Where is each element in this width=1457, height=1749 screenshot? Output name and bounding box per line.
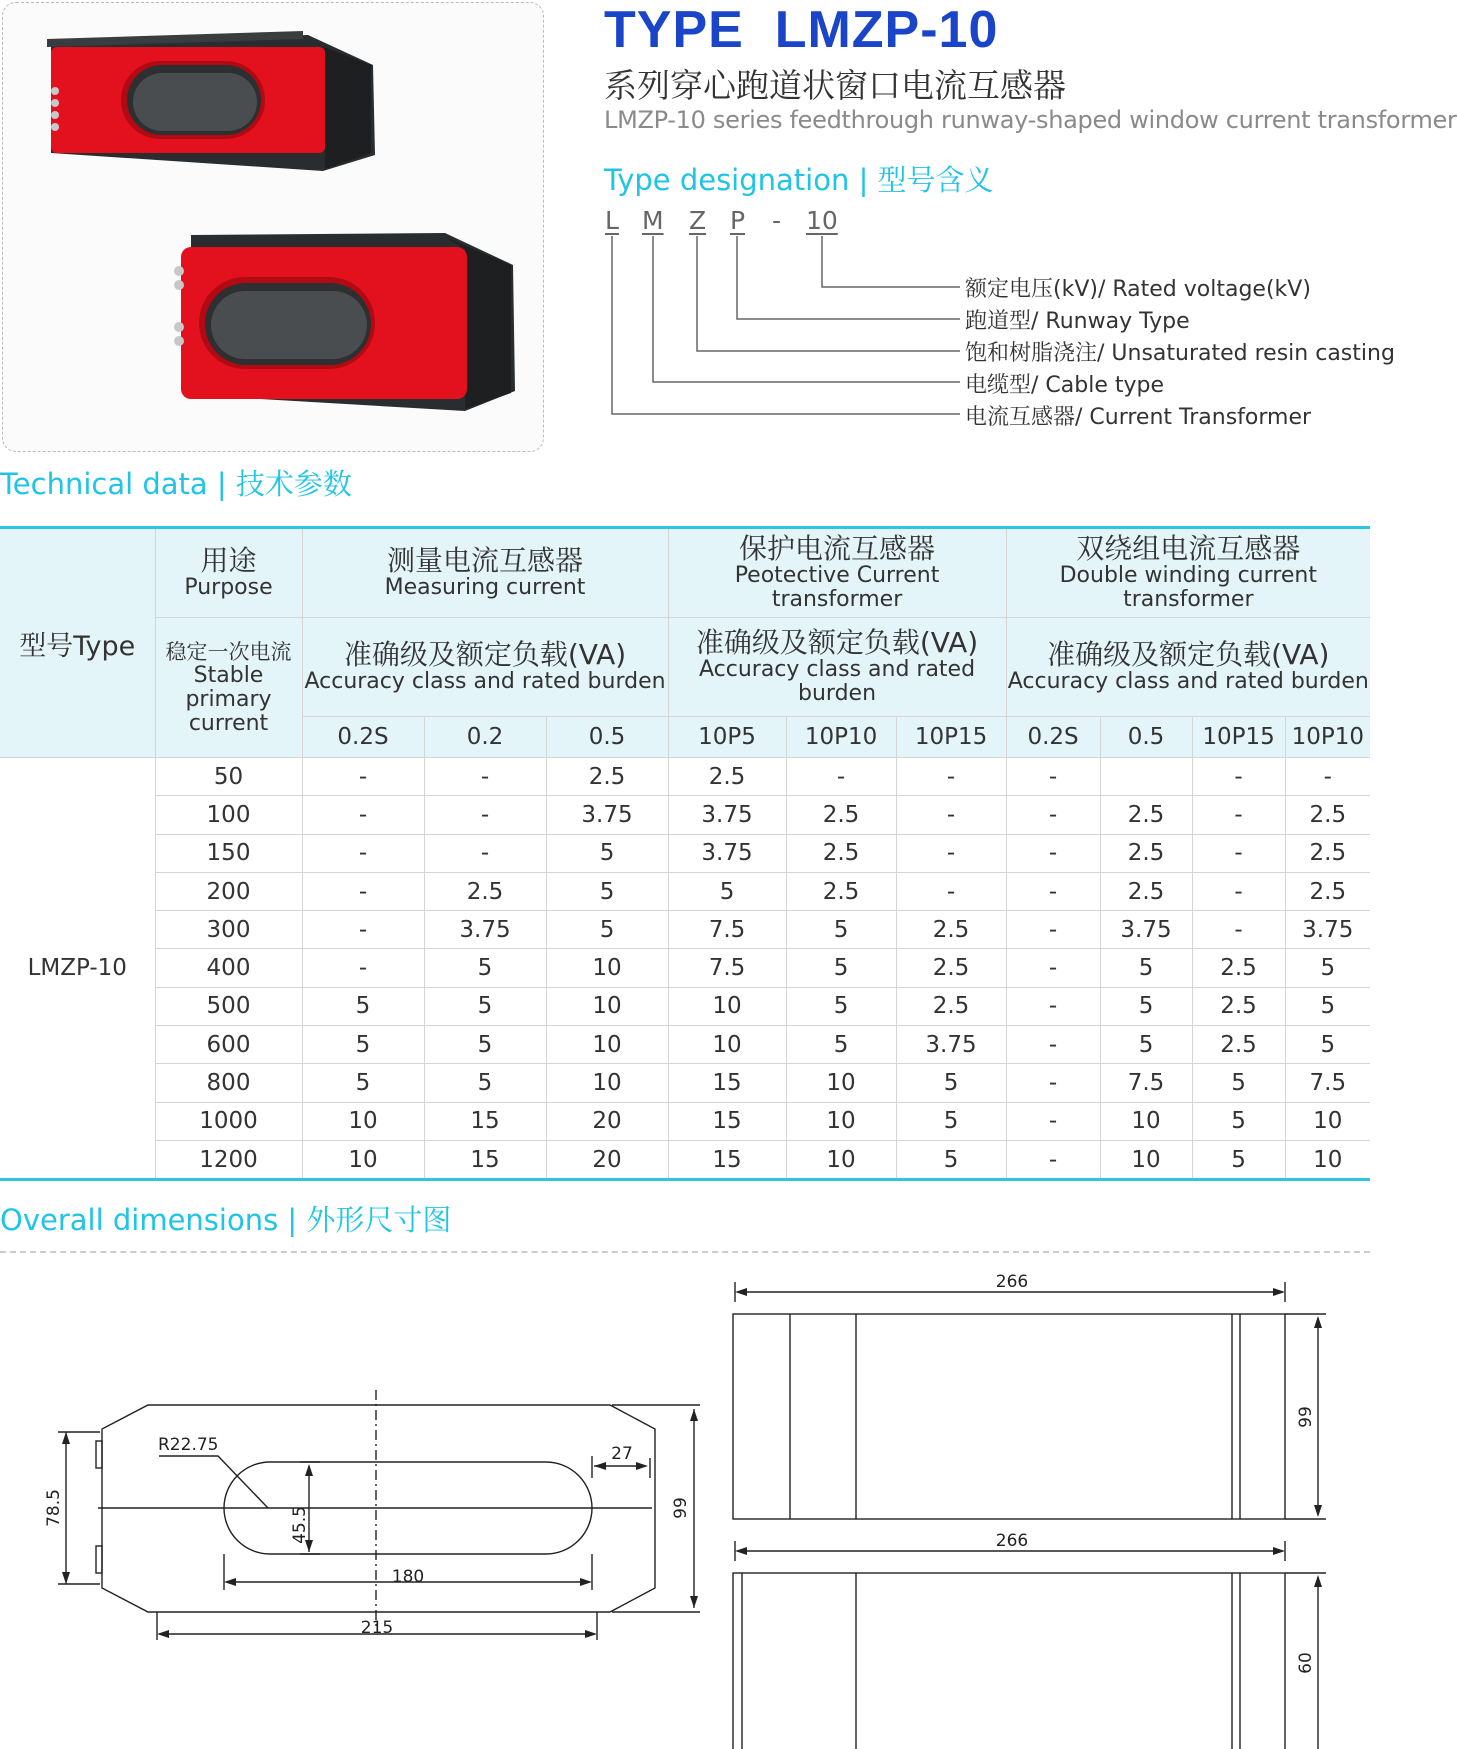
table-cell: -: [302, 834, 424, 872]
table-cell: 10: [302, 1102, 424, 1140]
table-cell: -: [1285, 758, 1370, 796]
protective-group-header: 保护电流互感器 Peotective Current transformer: [668, 528, 1006, 618]
top-view-arrows: [735, 1288, 1322, 1517]
product-type-title: TYPE LMZP-10: [604, 1, 999, 59]
side-view-arrows: [735, 1547, 1322, 1587]
purpose-header: 用途 Purpose: [155, 528, 302, 618]
table-cell: 10: [1100, 1102, 1192, 1140]
class-header: 0.2S: [302, 717, 424, 758]
table-cell: 2.5: [1192, 949, 1285, 987]
table-cell: -: [1006, 872, 1100, 910]
table-cell: 5: [546, 872, 668, 910]
table-cell: -: [1192, 834, 1285, 872]
table-cell: 2.5: [1285, 834, 1370, 872]
table-cell: 5: [1285, 987, 1370, 1025]
table-cell: 5: [1100, 949, 1192, 987]
table-cell: -: [302, 949, 424, 987]
table-cell: 5: [786, 949, 896, 987]
table-cell: 5: [1285, 1026, 1370, 1064]
designation-label-resin: 饱和树脂浇注/ Unsaturated resin casting: [965, 341, 1395, 366]
dim-radius: R22.75: [158, 1435, 219, 1455]
table-cell: -: [1192, 758, 1285, 796]
table-cell: 7.5: [1100, 1064, 1192, 1102]
current-cell: 1000: [155, 1102, 302, 1140]
table-cell: 2.5: [896, 911, 1006, 949]
class-header: 10P15: [896, 717, 1006, 758]
current-cell: 1200: [155, 1140, 302, 1179]
top-view-drawing: [733, 1282, 1326, 1519]
designation-letter-l: L: [605, 206, 619, 235]
product-title-en: LMZP-10 series feedthrough runway-shaped window current transformer: [604, 106, 1457, 134]
table-cell: 15: [668, 1064, 786, 1102]
table-cell: 2.5: [1192, 1026, 1285, 1064]
table-cell: 2.5: [786, 796, 896, 834]
table-cell: 7.5: [668, 911, 786, 949]
designation-label-ct: 电流互感器/ Current Transformer: [965, 405, 1312, 430]
current-cell: 800: [155, 1064, 302, 1102]
dim-top-length: 266: [995, 1272, 1029, 1292]
table-cell: 5: [668, 872, 786, 910]
dim-top-height: 99: [1296, 1406, 1316, 1428]
class-header: 0.5: [1100, 717, 1192, 758]
table-cell: -: [1192, 796, 1285, 834]
table-cell: 10: [786, 1102, 896, 1140]
table-cell: 5: [786, 1026, 896, 1064]
designation-letter-m: M: [642, 206, 664, 235]
table-cell: 2.5: [896, 949, 1006, 987]
dim-window-length: 180: [391, 1567, 425, 1587]
table-cell: 10: [546, 1064, 668, 1102]
table-cell: 3.75: [1285, 911, 1370, 949]
table-cell: 2.5: [1100, 834, 1192, 872]
table-cell: 10: [546, 1026, 668, 1064]
table-cell: 10: [546, 987, 668, 1025]
designation-label-voltage: 额定电压(kV)/ Rated voltage(kV): [965, 277, 1311, 302]
double-winding-group-header: 双绕组电流互感器 Double winding current transformer: [1006, 528, 1370, 618]
dim-side-height: 78.5: [44, 1489, 64, 1527]
table-cell: 10: [1285, 1140, 1370, 1179]
measuring-accuracy-header: 准确级及额定负载(VA) Accuracy class and rated burden: [302, 618, 668, 717]
table-cell: 2.5: [668, 758, 786, 796]
dim-side-view-height: 60: [1296, 1652, 1316, 1674]
table-cell: 10: [668, 1026, 786, 1064]
table-cell: 3.75: [896, 1026, 1006, 1064]
table-cell: 2.5: [1192, 987, 1285, 1025]
protective-accuracy-header: 准确级及额定负载(VA) Accuracy class and rated burden: [668, 618, 1006, 717]
table-cell: -: [1006, 796, 1100, 834]
table-cell: 5: [786, 911, 896, 949]
designation-letter-z: Z: [689, 206, 707, 235]
current-cell: 100: [155, 796, 302, 834]
table-cell: 3.75: [1100, 911, 1192, 949]
class-header: 10P10: [786, 717, 896, 758]
designation-number: 10: [806, 206, 838, 235]
table-cell: 5: [896, 1140, 1006, 1179]
current-cell: 500: [155, 987, 302, 1025]
table-cell: 15: [424, 1140, 546, 1179]
dim-offset: 27: [611, 1444, 633, 1464]
table-cell: -: [302, 796, 424, 834]
table-cell: -: [896, 872, 1006, 910]
dim-window-height: 45.5: [290, 1506, 310, 1544]
designation-label-runway: 跑道型/ Runway Type: [965, 309, 1190, 334]
dim-total-height: 99: [671, 1497, 691, 1519]
table-cell: 5: [546, 834, 668, 872]
table-cell: 15: [424, 1102, 546, 1140]
dim-total-length: 215: [360, 1618, 394, 1638]
table-cell: 7.5: [1285, 1064, 1370, 1102]
table-cell: -: [1006, 1102, 1100, 1140]
product-title-cn: 系列穿心跑道状窗口电流互感器: [604, 66, 1066, 105]
side-view-drawing: [733, 1541, 1326, 1749]
table-cell: 3.75: [424, 911, 546, 949]
table-cell: 5: [302, 1064, 424, 1102]
table-cell: 5: [1192, 1102, 1285, 1140]
table-cell: 5: [302, 987, 424, 1025]
table-cell: -: [1006, 758, 1100, 796]
class-header: 0.2: [424, 717, 546, 758]
table-cell: 7.5: [668, 949, 786, 987]
measuring-group-header: 测量电流互感器 Measuring current: [302, 528, 668, 618]
table-cell: -: [1192, 911, 1285, 949]
current-cell: 300: [155, 911, 302, 949]
table-cell: -: [896, 796, 1006, 834]
table-cell: 10: [302, 1140, 424, 1179]
table-cell: 5: [1192, 1140, 1285, 1179]
table-cell: 5: [424, 949, 546, 987]
table-cell: 15: [668, 1140, 786, 1179]
table-cell: 2.5: [786, 834, 896, 872]
table-cell: 2.5: [1100, 796, 1192, 834]
table-cell: 5: [786, 987, 896, 1025]
table-cell: 10: [1285, 1102, 1370, 1140]
table-cell: 2.5: [786, 872, 896, 910]
table-cell: 5: [1100, 987, 1192, 1025]
table-cell: 2.5: [1100, 872, 1192, 910]
table-cell: 5: [424, 1064, 546, 1102]
table-cell: -: [1006, 1140, 1100, 1179]
table-cell: -: [302, 758, 424, 796]
designation-dash: -: [772, 206, 782, 235]
table-cell: 2.5: [896, 987, 1006, 1025]
table-cell: 3.75: [668, 834, 786, 872]
overall-dimensions-heading: Overall dimensions | 外形尺寸图: [0, 1203, 452, 1237]
table-cell: 5: [1100, 1026, 1192, 1064]
model-cell: LMZP-10: [0, 758, 155, 1180]
table-cell: -: [896, 758, 1006, 796]
table-cell: 5: [302, 1026, 424, 1064]
table-cell: 10: [668, 987, 786, 1025]
table-cell: 20: [546, 1102, 668, 1140]
table-cell: -: [896, 834, 1006, 872]
table-cell: 15: [668, 1102, 786, 1140]
table-cell: 2.5: [424, 872, 546, 910]
current-cell: 400: [155, 949, 302, 987]
table-cell: -: [302, 911, 424, 949]
table-cell: -: [302, 872, 424, 910]
table-cell: 10: [1100, 1140, 1192, 1179]
table-cell: -: [1006, 949, 1100, 987]
table-cell: -: [1006, 1026, 1100, 1064]
double-winding-accuracy-header: 准确级及额定负载(VA) Accuracy class and rated burden: [1006, 618, 1370, 717]
front-view-drawing: [58, 1390, 700, 1640]
table-cell: 10: [546, 949, 668, 987]
table-cell: 10: [786, 1140, 896, 1179]
table-cell: 3.75: [546, 796, 668, 834]
table-cell: -: [424, 796, 546, 834]
table-cell: 5: [896, 1064, 1006, 1102]
table-cell: -: [424, 834, 546, 872]
technical-data-heading: Technical data | 技术参数: [0, 467, 352, 501]
class-header: 10P15: [1192, 717, 1285, 758]
table-cell: 5: [424, 1026, 546, 1064]
designation-label-cable: 电缆型/ Cable type: [965, 373, 1164, 398]
table-cell: -: [786, 758, 896, 796]
table-cell: 10: [786, 1064, 896, 1102]
table-cell: 5: [896, 1102, 1006, 1140]
table-cell: 5: [546, 911, 668, 949]
table-cell: -: [1006, 987, 1100, 1025]
table-cell: 5: [1192, 1064, 1285, 1102]
table-cell: 20: [546, 1140, 668, 1179]
current-cell: 600: [155, 1026, 302, 1064]
class-header: 10P5: [668, 717, 786, 758]
designation-letter-p: P: [730, 206, 746, 235]
table-cell: 2.5: [1285, 796, 1370, 834]
current-cell: 200: [155, 872, 302, 910]
table-cell: -: [1006, 911, 1100, 949]
class-header: 0.2S: [1006, 717, 1100, 758]
class-header: 0.5: [546, 717, 668, 758]
table-cell: 3.75: [668, 796, 786, 834]
current-cell: 50: [155, 758, 302, 796]
table-cell: -: [1006, 834, 1100, 872]
stable-current-header: 稳定一次电流 Stable primary current: [155, 618, 302, 758]
type-designation-heading: Type designation | 型号含义: [604, 163, 994, 197]
table-cell: 2.5: [546, 758, 668, 796]
table-cell: -: [424, 758, 546, 796]
dim-side-length: 266: [995, 1531, 1029, 1551]
table-cell: -: [1006, 1064, 1100, 1102]
table-cell: 5: [424, 987, 546, 1025]
current-cell: 150: [155, 834, 302, 872]
class-header: 10P10: [1285, 717, 1370, 758]
table-cell: 2.5: [1285, 872, 1370, 910]
table-cell: -: [1192, 872, 1285, 910]
type-column-header: 型号Type: [0, 528, 155, 758]
table-cell: 5: [1285, 949, 1370, 987]
